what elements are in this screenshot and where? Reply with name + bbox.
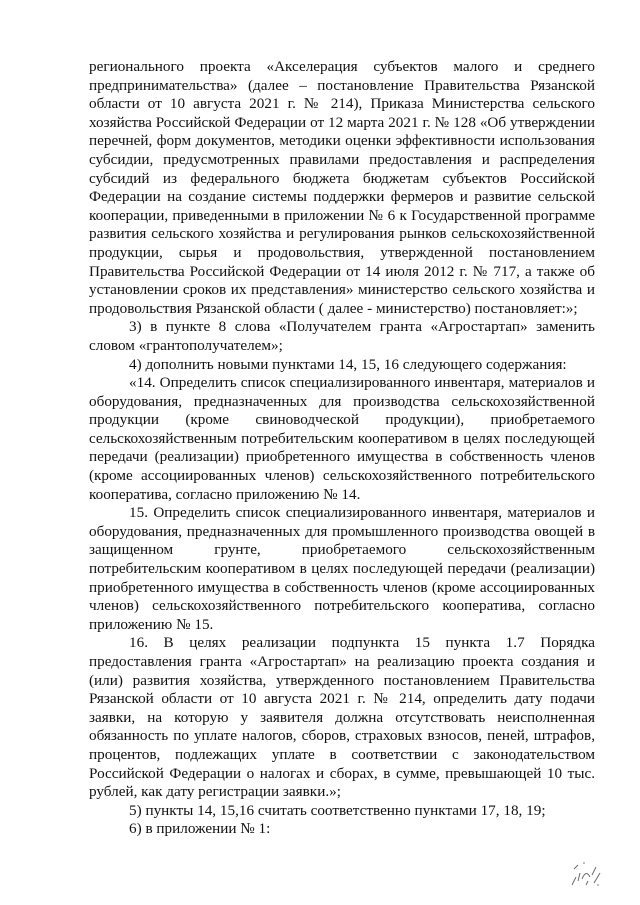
paragraph-item-4: 4) дополнить новыми пунктами 14, 15, 16 следующего содержания: bbox=[129, 355, 567, 373]
document-page bbox=[89, 58, 595, 839]
initials-mark bbox=[566, 855, 606, 891]
paragraph-item-5: 5) пункты 14, 15,16 считать соответственно пунктами 17, 18, 19; bbox=[129, 801, 546, 819]
paragraph-point-14: «14. Определить список специализированного инвентаря, материалов и оборудования, предназначенных для производства сельскохозяйственной продукции (кроме свиноводческой продукции), приобретаемого сельскохозяйственным потребительским кооперативом в целях последующей передачи (реализации) приобретенного имущества в собственность членов (кроме ассоциированных членов) сельскохозяйственного потребительского кооператива, согласно приложению № 14. bbox=[89, 374, 595, 503]
paragraph-point-16: 16. В целях реализации подпункта 15 пункта 1.7 Порядка предоставления гранта «Агростартап» на реализацию проекта создания и (или) развития хозяйства, утвержденного постановлением Правительства Рязанской области от 10 августа 2021 г. № 214, определить дату подачи заявки, на которую у заявителя должна отсутствовать неисполненная обязанность по уплате налогов, сборов, страховых взносов, пеней, штрафов, процентов, подлежащих уплате в соответствии с законодательством Российской Федерации о налогах и сборах, в сумме, превышающей 10 тыс. рублей, как дату регистрации заявки.»; bbox=[89, 634, 595, 801]
paragraph-item-3: 3) в пункте 8 слова «Получателем гранта «Агростартап» заменить словом «грантополучателем»; bbox=[89, 318, 595, 354]
paragraph-point-15: 15. Определить список специализированного инвентаря, материалов и оборудования, предназначенных для промышленного производства овощей в защищенном грунте, приобретаемого сельскохозяйственным потребительским кооперативом в целях последующей передачи (реализации) приобретенного имущества в собственность членов (кроме ассоциированных членов) сельскохозяйственного потребительского кооператива, согласно приложению № 15. bbox=[89, 504, 595, 633]
paragraph-continuation: регионального проекта «Акселерация субъектов малого и среднего предпринимательства» (далее – постановление Правительства Рязанской области от 10 августа 2021 г. № 214), Приказа Министерства сельского хозяйства Российской Федерации от 12 марта 2021 г. № 128 «Об утверждении перечней, форм документов, методики оценки эффективности использования субсидии, предусмотренных правилами предоставления и распределения субсидий из федерального бюджета бюджетам субъектов Российской Федерации на создание системы поддержки фермеров и развитие сельской кооперации, приведенными в приложении № 6 к Государственной программе развития сельского хозяйства и регулирования рынков сельскохозяйственной продукции, сырья и продовольствия, утвержденной постановлением Правительства Российской Федерации от 14 июля 2012 г. № 717, а также об установлении сроков их представления» министерство сельского хозяйства и продовольствия Рязанской области ( далее - министерство) постановляет:»; bbox=[89, 58, 595, 317]
paragraph-item-6: 6) в приложении № 1: bbox=[129, 820, 271, 838]
